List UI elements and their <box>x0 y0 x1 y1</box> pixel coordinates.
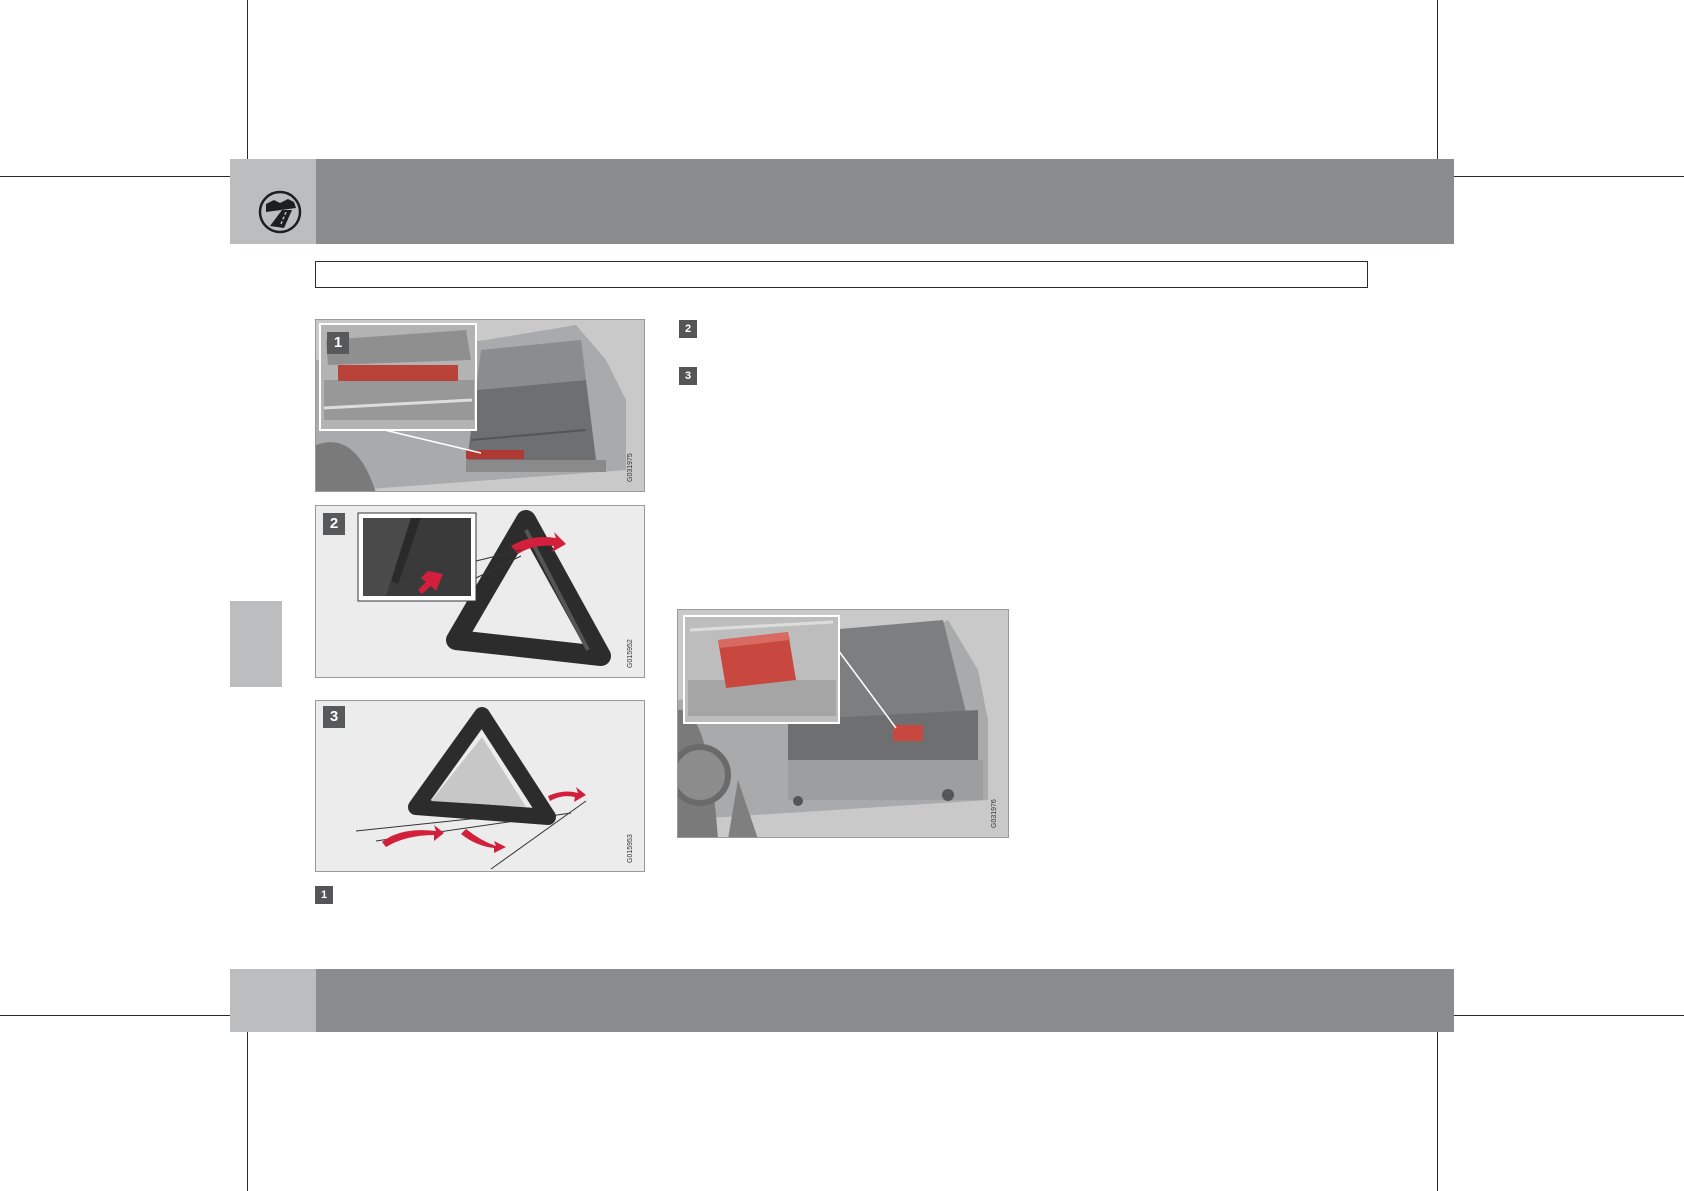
figure-badge: 1 <box>327 332 349 354</box>
crop-mark <box>1437 0 1438 159</box>
section-heading-box <box>315 261 1368 288</box>
crop-mark <box>0 1015 230 1016</box>
crop-mark <box>0 176 230 177</box>
figure-unfold-triangle <box>315 505 645 678</box>
figure-badge: 3 <box>323 706 345 728</box>
figure-code: G031976 <box>991 799 998 828</box>
side-chapter-tab <box>230 601 282 687</box>
crop-mark <box>1437 1032 1438 1191</box>
figure-code: G031975 <box>627 453 634 482</box>
footer-band <box>230 969 1454 1032</box>
step-marker-3: 3 <box>679 367 697 385</box>
figure-trunk-triangle <box>315 319 645 492</box>
figure-badge: 2 <box>323 513 345 535</box>
crop-mark <box>1454 176 1684 177</box>
header-band <box>230 159 1454 244</box>
road-icon <box>258 190 302 234</box>
step-marker-1: 1 <box>315 886 333 904</box>
crop-mark <box>247 0 248 159</box>
step-marker-2: 2 <box>679 320 697 338</box>
figure-code: G015953 <box>627 834 634 863</box>
page-number-tab <box>230 969 316 1032</box>
figure-standing-triangle <box>315 700 645 872</box>
figure-trunk-first-aid-kit <box>677 609 1009 838</box>
figure-code: G015952 <box>627 639 634 668</box>
crop-mark <box>1454 1015 1684 1016</box>
crop-mark <box>247 1032 248 1191</box>
